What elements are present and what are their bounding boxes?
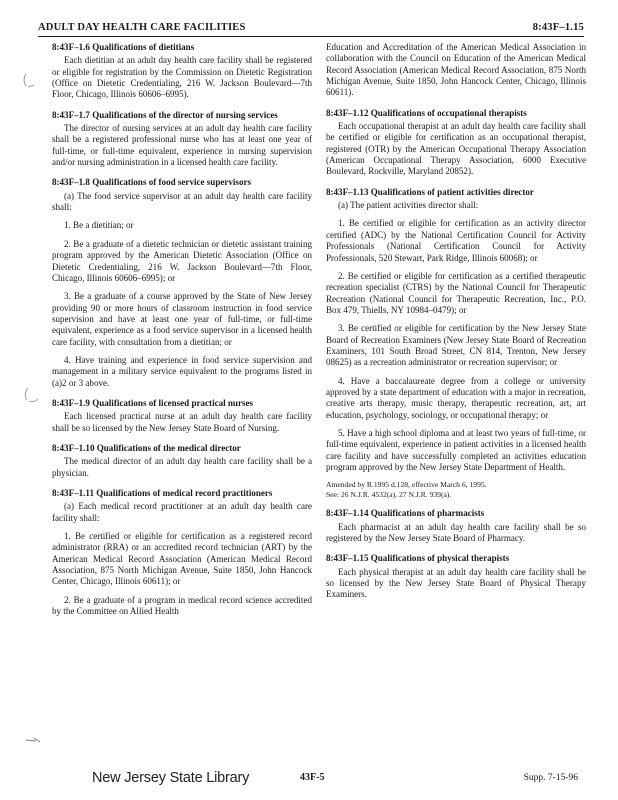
section-heading: 8:43F–1.10 Qualifications of the medical director	[52, 442, 241, 453]
section	[326, 508, 586, 544]
paragraph: Each pharmacist at an adult day health care facility shall be so registered by the New Jersey State Board of Pharmacy.	[326, 521, 586, 543]
section-heading: 8:43F–1.7 Qualifications of the director of nursing services	[52, 109, 278, 120]
paragraph: 2. Be a graduate of a dietetic technician or dietetic assistant training program approved by the American Dietetic Association (Office on Dietetic Credentialing, 216 W. Jackson Boulevard—7th Floor, Chicago, Illinois 60606–6995); or	[52, 238, 312, 283]
section-heading: 8:43F–1.11 Qualifications of medical record practitioners	[52, 488, 273, 498]
paragraph: 3. Be certified or eligible for certification by the New Jersey State Board of Recreation Examiners (New Jersey State Board of Recreation Examiners, 101 South Broad Street, CN 814, Trenton, New Jersey 08625) as a recreation administrator or recreation supervisor; or	[326, 323, 586, 368]
section-heading: 8:43F–1.8 Qualifications of food service supervisors	[52, 177, 252, 188]
section	[52, 398, 312, 434]
page-number: 43F-5	[300, 772, 325, 783]
paragraph: 2. Be certified or eligible for certification as a certified therapeutic recreation specialist (CTRS) by the National Council for Therapeutic Recreation (National Council for Therapeutic Recreation, Inc., P.O. Box 479, Thiells, NY 10984–0479); or	[326, 270, 586, 315]
section-heading: 8:43F–1.12 Qualifications of occupational therapists	[326, 107, 527, 118]
section	[52, 110, 312, 169]
paragraph: Each physical therapist at an adult day health care facility shall be so licensed by the New Jersey State Board of Physical Therapy Examiners.	[326, 566, 586, 600]
section	[326, 553, 586, 600]
margin-mark-icon	[20, 385, 46, 407]
margin-mark-icon	[20, 70, 46, 92]
section	[52, 488, 312, 617]
paragraph: 1. Be a dietitian; or	[64, 220, 134, 231]
paragraph: (a) The patient activities director shall:	[338, 200, 479, 211]
section-heading: 8:43F–1.6 Qualifications of dietitians	[52, 42, 195, 52]
right-column	[326, 42, 586, 610]
paragraph: 4. Have a baccalaureate degree from a college or university approved by a state department of education with a major in recreation, creative arts therapy, music therapy, therapeutic recreation, art, art education, psychology, sociology, or occupational therapy; or	[326, 375, 586, 420]
section-heading: 8:43F–1.13 Qualifications of patient activities director	[326, 186, 534, 197]
library-stamp: New Jersey State Library	[92, 770, 250, 786]
header-title: ADULT DAY HEALTH CARE FACILITIES	[38, 22, 246, 33]
paragraph: The medical director of an adult day health care facility shall be a physician.	[52, 456, 312, 478]
paragraph: Each dietitian at an adult day health care facility shall be registered or eligible for registration by the Commission on Dietetic Registration (Office on Dietetic Credentialing, 216 W. Jackson Boulevard—7th Floor, Chicago, Illinois 60606–6995).	[52, 55, 312, 100]
section	[52, 177, 312, 389]
paragraph: (a) The food service supervisor at an adult day health care facility shall:	[52, 190, 312, 213]
section	[52, 42, 312, 101]
margin-mark-icon	[20, 730, 46, 752]
paragraph: 1. Be certified or eligible for certification as an activity director certified (ADC) by the National Certification Council for Activity Professionals (National Certification Council for Activity Professionals, 520 Stewart, Park Ridge, Illinois 60068); or	[326, 218, 586, 263]
supplement-date: Supp. 7-15-96	[523, 773, 578, 783]
paragraph: Each occupational therapist at an adult day health care facility shall be certified or eligible for certification as an occupational therapist, registered (OTR) by the American Occupational Therapy Association (American Occupational Therapy Association, 6000 Executive Boulevard, Rockville, Maryland 20852).	[326, 121, 586, 177]
paragraph: Each licensed practical nurse at an adult day health care facility shall be so licensed by the New Jersey State Board of Nursing.	[52, 411, 312, 433]
section	[326, 108, 586, 178]
left-column	[52, 42, 312, 626]
section	[52, 443, 312, 479]
paragraph: 3. Be a graduate of a course approved by the State of New Jersey providing 90 or more hours of classroom instruction in food service supervision and have at least one year of full-time, or full-time equivalent, experience as a food service supervisor in a licensed health care facility, with consultation from a dietitian; or	[52, 291, 312, 347]
header-section: 8:43F–1.15	[532, 22, 584, 33]
paragraph: The director of nursing services at an adult day health care facility shall be a registered professional nurse who has at least one year of full-time, or full-time equivalent, experience in nursing supervision and/or nursing administration in a licensed health care facility.	[52, 123, 312, 168]
paragraph: Education and Accreditation of the American Medical Association in collaboration with the Council on Education of the American Medical Record Association (American Medical Record Association, 875 North Michigan Avenue, Suite 1850, John Hancock Center, Chicago, Illinois 60611).	[326, 42, 586, 98]
section-heading: 8:43F–1.15 Qualifications of physical therapists	[326, 553, 510, 564]
section	[326, 187, 586, 499]
running-header	[38, 18, 584, 37]
paragraph: 2. Be a graduate of a program in medical record science accredited by the Committee on Allied Health	[52, 594, 312, 617]
section-heading: 8:43F–1.9 Qualifications of licensed practical nurses	[52, 397, 254, 408]
section-heading: 8:43F–1.14 Qualifications of pharmacists	[326, 508, 485, 519]
paragraph: 4. Have training and experience in food service supervision and management in a military service equivalent to the programs listed in (a)2 or 3 above.	[52, 354, 312, 388]
paragraph: 5. Have a high school diploma and at least two years of full-time, or full-time equivalent, experience in patient activities in a licensed health care facility and have successfully completed an activities education program approved by the New Jersey State Department of Health.	[326, 427, 586, 472]
paragraph: 1. Be certified or eligible for certification as a registered record administrator (RRA) or an accredited record technician (ART) by the American Medical Record Association (American Medical Record Association, 875 North Michigan Avenue, Suite 1850, John Hancock Center, Chicago, Illinois 60611); or	[52, 531, 312, 587]
paragraph: (a) Each medical record practitioner at an adult day health care facility shall:	[52, 501, 312, 523]
section	[326, 42, 586, 99]
amendment-note: Amended by R.1995 d.128, effective March 6, 1995. See: 26 N.J.R. 4532(a), 27 N.J.R. 939(a).	[326, 480, 487, 499]
